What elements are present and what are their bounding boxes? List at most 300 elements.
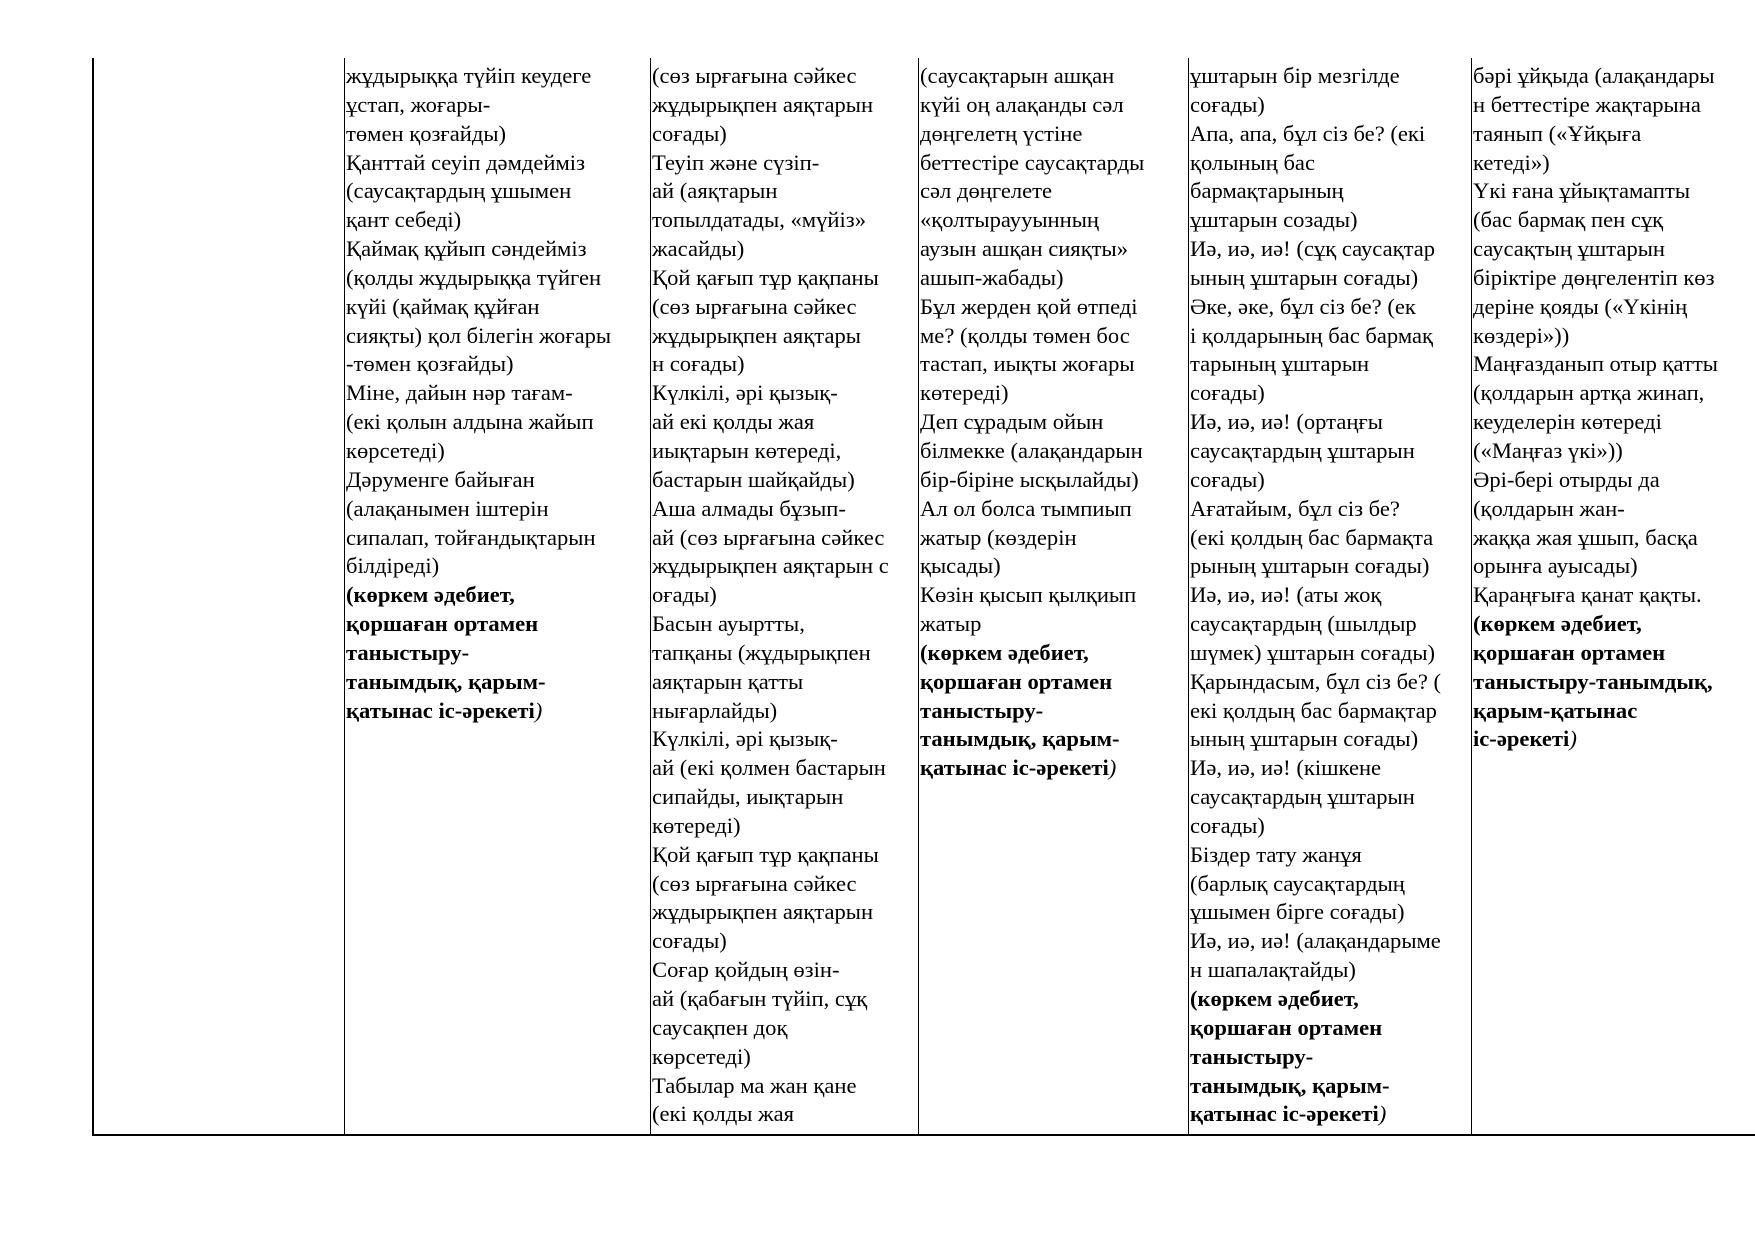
text-line	[652, 783, 917, 812]
line-text: Қанттай сеуіп дәмдейміз	[346, 149, 585, 175]
line-text: күйі оң алақанды сәл	[920, 91, 1124, 117]
line-text: жұдырықпен аяқтарын	[652, 899, 874, 925]
line-text: шүмек) ұштарын соғады)	[1190, 639, 1436, 665]
line-text: екі қолдың бас бармақтар	[1190, 697, 1437, 723]
text-line	[1473, 408, 1752, 437]
text-line	[346, 437, 649, 466]
text-line	[920, 62, 1187, 91]
line-text: көрсетеді)	[652, 1043, 751, 1069]
line-text: н шапалақтайды)	[1190, 957, 1356, 983]
activity-tag-line	[1190, 1100, 1470, 1129]
line-text: соғады)	[652, 120, 727, 146]
text-line	[346, 524, 649, 553]
text-line	[652, 725, 917, 754]
text-line	[1190, 697, 1470, 726]
line-text: Ал ол болса тымпиып	[920, 495, 1132, 521]
text-line	[346, 149, 649, 178]
line-text: сипайды, иықтарын	[652, 784, 844, 810]
text-line	[652, 552, 917, 581]
text-line	[1190, 235, 1470, 264]
line-text: танымдық, қарым-	[1190, 1072, 1390, 1098]
line-text: көздері»))	[1473, 322, 1570, 348]
line-text: (көркем әдебиет,	[920, 639, 1089, 665]
line-text: Деп сұрадым ойын	[920, 409, 1104, 435]
text-line	[920, 524, 1187, 553]
text-line	[652, 466, 917, 495]
line-text: (екі қолдың бас бармақта	[1190, 524, 1434, 550]
text-line	[1190, 264, 1470, 293]
line-text: соғады)	[652, 928, 727, 954]
line-text: қоршаған ортамен	[920, 668, 1113, 694]
table-column-owl-game	[1471, 58, 1753, 1134]
line-text: саусақпен доқ	[652, 1014, 788, 1040]
line-text: (сөз ырғағына сәйкес	[652, 870, 857, 896]
line-text: жұдырықпен аяқтарын	[652, 91, 874, 117]
text-line	[652, 264, 917, 293]
table-column-family-fingers-game	[1188, 58, 1471, 1134]
text-line	[652, 149, 917, 178]
closing-paren: )	[1569, 726, 1577, 752]
line-text: танымдық, қарым-	[346, 668, 546, 694]
text-line	[652, 206, 917, 235]
line-text: оғады)	[652, 582, 717, 608]
line-text: ме? (қолды төмен бос	[920, 322, 1130, 348]
line-text: жасайды)	[652, 236, 745, 262]
line-text: таныстыру-	[920, 697, 1044, 723]
line-text: көтереді)	[920, 380, 1009, 406]
line-text: ының ұштарын соғады)	[1190, 264, 1419, 290]
line-text: саусақтардың ұштарын	[1190, 784, 1415, 810]
line-text: таныстыру-	[1190, 1043, 1314, 1069]
line-text: ай (екі қолмен бастарын	[652, 755, 886, 781]
line-text: соғады)	[1190, 91, 1265, 117]
activity-tag-line	[1190, 1014, 1470, 1043]
line-text: Басын ауыртты,	[652, 611, 805, 637]
line-text: (көркем әдебиет,	[1473, 611, 1642, 637]
text-line	[1190, 62, 1470, 91]
line-text: бәрі ұйқыда (алақандары	[1473, 63, 1715, 88]
line-text: кеуделерін көтереді	[1473, 409, 1662, 435]
line-text: бастарын шайқайды)	[652, 466, 855, 492]
text-line	[920, 552, 1187, 581]
line-text: сәл дөңгелете	[920, 178, 1053, 204]
text-line	[1190, 898, 1470, 927]
text-line	[1473, 379, 1752, 408]
text-line	[1190, 812, 1470, 841]
text-line	[652, 581, 917, 610]
line-text: ұстап, жоғары-	[346, 91, 491, 117]
line-text: Күлкілі, әрі қызық-	[652, 380, 838, 406]
table-column-food-game	[344, 58, 650, 1134]
text-line	[920, 581, 1187, 610]
line-text: бір-біріне ысқылайды)	[920, 466, 1139, 492]
text-line	[652, 1043, 917, 1072]
text-line	[1190, 581, 1470, 610]
line-text: (қолдарын жан-	[1473, 495, 1625, 521]
line-text: н соғады)	[652, 351, 745, 377]
line-text: рының ұштарын соғады)	[1190, 553, 1430, 579]
text-line	[920, 235, 1187, 264]
line-text: Біздер тату жанұя	[1190, 841, 1362, 867]
line-text: сияқты) қол білегін жоғары	[346, 322, 612, 348]
line-text: Маңғазданып отыр қатты	[1473, 351, 1718, 377]
text-line	[652, 898, 917, 927]
line-text: (көркем әдебиет,	[1190, 986, 1359, 1011]
text-line	[652, 697, 917, 726]
line-text: Ағатайым, бұл сіз бе?	[1190, 495, 1400, 521]
line-text: Теуіп және сүзіп-	[652, 149, 820, 175]
activity-tag-line	[920, 697, 1187, 726]
table-column-empty-1	[94, 58, 344, 1134]
line-text: (алақанымен іштерін	[346, 495, 549, 521]
text-line	[1190, 725, 1470, 754]
activity-tag-line	[346, 581, 649, 610]
text-line	[652, 927, 917, 956]
activity-tag-line	[346, 639, 649, 668]
text-line	[346, 350, 649, 379]
line-text: Әрі-бері отырды да	[1473, 466, 1660, 492]
text-line	[920, 206, 1187, 235]
activity-tag-line	[1190, 1072, 1470, 1101]
text-line	[346, 264, 649, 293]
line-text: (барлық саусақтардың	[1190, 870, 1405, 896]
closing-paren: )	[1108, 755, 1117, 781]
line-text: дөңгелетң үстіне	[920, 120, 1083, 146]
line-text: қатынас іс-әрекеті	[346, 697, 535, 723]
line-text: (қолдарын артқа жинап,	[1473, 380, 1705, 406]
line-text: қатынас іс-әрекеті	[1190, 1101, 1379, 1127]
text-line	[652, 956, 917, 985]
activity-tag-line	[1473, 639, 1752, 668]
line-text: ұшымен бірге соғады)	[1190, 899, 1405, 925]
text-line	[1190, 668, 1470, 697]
line-text: таянып («Ұйқыға	[1473, 120, 1642, 146]
text-line	[346, 552, 649, 581]
text-line	[652, 639, 917, 668]
line-text: (көркем әдебиет,	[346, 582, 515, 608]
text-line	[1473, 495, 1752, 524]
line-text: сипалап, тойғандықтарын	[346, 524, 596, 550]
activity-tag-line	[1190, 985, 1470, 1014]
line-text: Соғар қойдың өзін-	[652, 957, 840, 983]
text-line	[652, 379, 917, 408]
line-text: Міне, дайын нәр тағам-	[346, 380, 573, 406]
line-text: саусақтардың ұштарын	[1190, 437, 1415, 463]
line-text: көтереді)	[652, 812, 741, 838]
activity-tag-line	[1473, 697, 1752, 726]
text-line	[920, 379, 1187, 408]
text-line	[1473, 350, 1752, 379]
closing-paren: )	[534, 697, 543, 723]
text-line	[1190, 437, 1470, 466]
text-line	[920, 350, 1187, 379]
activity-tag-line	[1473, 610, 1752, 639]
text-line	[652, 524, 917, 553]
text-line	[1190, 754, 1470, 783]
line-text: біріктіре дөңгелентіп көз	[1473, 264, 1715, 290]
line-text: беттестіре саусақтарды	[920, 149, 1145, 175]
text-line	[1190, 524, 1470, 553]
text-line	[346, 466, 649, 495]
text-line	[346, 235, 649, 264]
line-text: аяқтарын қатты	[652, 668, 804, 694]
line-text: қоршаған ортамен	[1190, 1014, 1383, 1040]
text-line	[1190, 293, 1470, 322]
line-text: қолының бас	[1190, 149, 1315, 175]
line-text: (екі қолды жая	[652, 1101, 795, 1127]
line-text: қатынас іс-әрекеті	[920, 755, 1109, 781]
text-line	[1190, 610, 1470, 639]
text-line	[920, 264, 1187, 293]
text-line	[1190, 408, 1470, 437]
line-text: кетеді»)	[1473, 149, 1550, 175]
line-text: тапқаны (жұдырықпен	[652, 639, 871, 665]
line-text: Әке, әке, бұл сіз бе? (ек	[1190, 293, 1416, 319]
text-line	[346, 120, 649, 149]
line-text: Иә, иә, иә! (кішкене	[1190, 755, 1382, 781]
line-text: таныстыру-	[346, 639, 470, 665]
text-line	[1190, 120, 1470, 149]
line-text: саусақтың ұштарын	[1473, 236, 1666, 262]
text-line	[346, 206, 649, 235]
line-text: (екі қолын алдына жайып	[346, 409, 594, 435]
text-line	[1473, 293, 1752, 322]
activity-table	[92, 58, 1755, 1136]
line-text: ының ұштарын соғады)	[1190, 726, 1419, 752]
line-text: жаққа жая ұшып, басқа	[1473, 524, 1698, 550]
line-text: қоршаған ортамен	[1473, 639, 1666, 665]
text-line	[1190, 870, 1470, 899]
text-line	[1473, 120, 1752, 149]
text-line	[1473, 524, 1752, 553]
line-text: орынға ауысады)	[1473, 553, 1638, 579]
text-line	[1473, 581, 1752, 610]
text-line	[920, 610, 1187, 639]
text-line	[346, 408, 649, 437]
line-text: Қой қағып тұр қақпаны	[652, 264, 879, 290]
text-line	[1190, 206, 1470, 235]
line-text: соғады)	[1190, 812, 1265, 838]
line-text: (саусақтардың ұшымен	[346, 178, 572, 204]
line-text: қант себеді)	[346, 207, 462, 233]
text-line	[1473, 149, 1752, 178]
text-line	[652, 668, 917, 697]
line-text: ай (сөз ырғағына сәйкес	[652, 524, 885, 550]
line-text: (саусақтарын ашқан	[920, 63, 1115, 88]
line-text: жұдырыққа түйіп кеудеге	[346, 63, 592, 88]
line-text: тарының ұштарын	[1190, 351, 1370, 377]
text-line	[1190, 927, 1470, 956]
text-line	[920, 437, 1187, 466]
text-line	[652, 1100, 917, 1129]
line-text: Қараңғыға қанат қақты.	[1473, 582, 1702, 608]
text-line	[920, 495, 1187, 524]
text-line	[346, 293, 649, 322]
text-line	[920, 322, 1187, 351]
line-text: ай екі қолды жая	[652, 409, 815, 435]
text-line	[1190, 495, 1470, 524]
closing-paren: )	[1378, 1101, 1387, 1127]
text-line	[1190, 379, 1470, 408]
line-text: ай (аяқтарын	[652, 178, 778, 204]
line-text: Апа, апа, бұл сіз бе? (екі	[1190, 120, 1426, 146]
activity-tag-line	[346, 697, 649, 726]
line-text: төмен қозғайды)	[346, 120, 507, 146]
text-line	[346, 495, 649, 524]
line-text: көрсетеді)	[346, 437, 445, 463]
text-line	[652, 350, 917, 379]
text-line	[652, 235, 917, 264]
line-text: Қаймақ құйып сәндейміз	[346, 236, 587, 262]
text-line	[1190, 466, 1470, 495]
line-text: соғады)	[1190, 466, 1265, 492]
text-line	[1473, 437, 1752, 466]
line-text: Бұл жерден қой өтпеді	[920, 293, 1138, 319]
text-line	[652, 985, 917, 1014]
line-text: нығарлайды)	[652, 697, 778, 723]
activity-tag-line	[920, 668, 1187, 697]
text-line	[1473, 264, 1752, 293]
line-text: таныстыру-танымдық,	[1473, 668, 1713, 694]
line-text: бармақтарының	[1190, 178, 1344, 204]
text-line	[346, 177, 649, 206]
activity-tag-line	[920, 754, 1187, 783]
text-line	[652, 437, 917, 466]
text-line	[652, 322, 917, 351]
line-text: «қолтыраууынның	[920, 207, 1100, 233]
text-line	[1190, 149, 1470, 178]
text-line	[652, 1014, 917, 1043]
text-line	[920, 149, 1187, 178]
line-text: (бас бармақ пен сұқ	[1473, 207, 1664, 233]
line-text: білмекке (алақандарын	[920, 437, 1143, 463]
text-line	[346, 379, 649, 408]
line-text: білдіреді)	[346, 553, 440, 579]
line-text: -төмен қозғайды)	[346, 351, 514, 377]
line-text: («Маңғаз үкі»))	[1473, 437, 1623, 463]
line-text: н беттестіре жақтарына	[1473, 91, 1701, 117]
activity-tag-line	[346, 610, 649, 639]
line-text: танымдық, қарым-	[920, 726, 1120, 752]
line-text: Аша алмады бұзып-	[652, 495, 846, 521]
line-text: Иә, иә, иә! (алақандарыме	[1190, 928, 1441, 954]
text-line	[920, 120, 1187, 149]
text-line	[1473, 206, 1752, 235]
text-line	[1473, 466, 1752, 495]
text-line	[652, 408, 917, 437]
line-text: ашып-жабады)	[920, 264, 1064, 290]
line-text: ұштарын бір мезгілде	[1190, 63, 1400, 88]
line-text: топылдатады, «мүйіз»	[652, 207, 866, 233]
text-line	[652, 62, 917, 91]
line-text: Қарындасым, бұл сіз бе? (	[1190, 668, 1442, 694]
line-text: Иә, иә, иә! (сұқ саусақтар	[1190, 236, 1436, 262]
text-line	[652, 1072, 917, 1101]
text-line	[1473, 62, 1752, 91]
activity-tag-line	[1473, 725, 1752, 754]
text-line	[1473, 552, 1752, 581]
text-line	[652, 812, 917, 841]
activity-tag-line	[920, 639, 1187, 668]
text-line	[652, 610, 917, 639]
line-text: іс-әрекеті	[1473, 726, 1570, 752]
text-line	[652, 293, 917, 322]
text-line	[1190, 639, 1470, 668]
line-text: қарым-қатынас	[1473, 697, 1638, 723]
line-text: Қой қағып тұр қақпаны	[652, 841, 879, 867]
text-line	[1190, 956, 1470, 985]
text-line	[1473, 177, 1752, 206]
text-line	[1473, 322, 1752, 351]
text-line	[920, 91, 1187, 120]
line-text: жұдырықпен аяқтары	[652, 322, 861, 348]
table-column-goat-game	[650, 58, 918, 1134]
text-line	[346, 62, 649, 91]
activity-tag-line	[346, 668, 649, 697]
text-line	[1473, 235, 1752, 264]
text-line	[1190, 322, 1470, 351]
text-line	[652, 495, 917, 524]
text-line	[1190, 350, 1470, 379]
line-text: ұштарын созады)	[1190, 207, 1358, 233]
line-text: тастап, иықты жоғары	[920, 351, 1135, 377]
line-text: жатыр	[920, 611, 982, 637]
line-text: күйі (қаймақ құйған	[346, 293, 540, 319]
line-text: қоршаған ортамен	[346, 611, 539, 637]
text-line	[1190, 552, 1470, 581]
text-line	[652, 120, 917, 149]
text-line	[1190, 177, 1470, 206]
text-line	[1190, 91, 1470, 120]
activity-tag-line	[1190, 1043, 1470, 1072]
line-text: Күлкілі, әрі қызық-	[652, 726, 838, 752]
text-line	[652, 91, 917, 120]
line-text: Үкі ғана ұйықтамапты	[1473, 178, 1691, 204]
activity-tag-line	[1473, 668, 1752, 697]
text-line	[346, 91, 649, 120]
text-line	[652, 754, 917, 783]
line-text: иықтарын көтереді,	[652, 437, 842, 463]
text-line	[920, 466, 1187, 495]
line-text: аузын ашқан сияқты»	[920, 236, 1129, 262]
line-text: саусақтардың (шылдыр	[1190, 611, 1417, 637]
line-text: қысады)	[920, 553, 1001, 579]
line-text: Табылар ма жан қане	[652, 1072, 857, 1098]
line-text: Иә, иә, иә! (аты жоқ	[1190, 582, 1382, 608]
text-line	[920, 177, 1187, 206]
text-line	[1190, 783, 1470, 812]
text-line	[1473, 91, 1752, 120]
line-text: жатыр (көздерін	[920, 524, 1077, 550]
text-line	[652, 841, 917, 870]
line-text: (сөз ырғағына сәйкес	[652, 63, 857, 88]
text-line	[1190, 841, 1470, 870]
activity-tag-line	[920, 725, 1187, 754]
table-column-crocodile-game	[918, 58, 1188, 1134]
line-text: Көзін қысып қылқиып	[920, 582, 1137, 608]
text-line	[346, 322, 649, 351]
text-line	[652, 177, 917, 206]
text-line	[920, 293, 1187, 322]
line-text: (қолды жұдырыққа түйген	[346, 264, 602, 290]
line-text: Дәруменге байыған	[346, 466, 535, 492]
text-line	[652, 870, 917, 899]
line-text: ай (қабағын түйіп, сұқ	[652, 986, 868, 1011]
line-text: деріне қояды («Үкінің	[1473, 293, 1688, 319]
line-text: соғады)	[1190, 380, 1265, 406]
text-line	[920, 408, 1187, 437]
line-text: і қолдарының бас бармақ	[1190, 322, 1434, 348]
